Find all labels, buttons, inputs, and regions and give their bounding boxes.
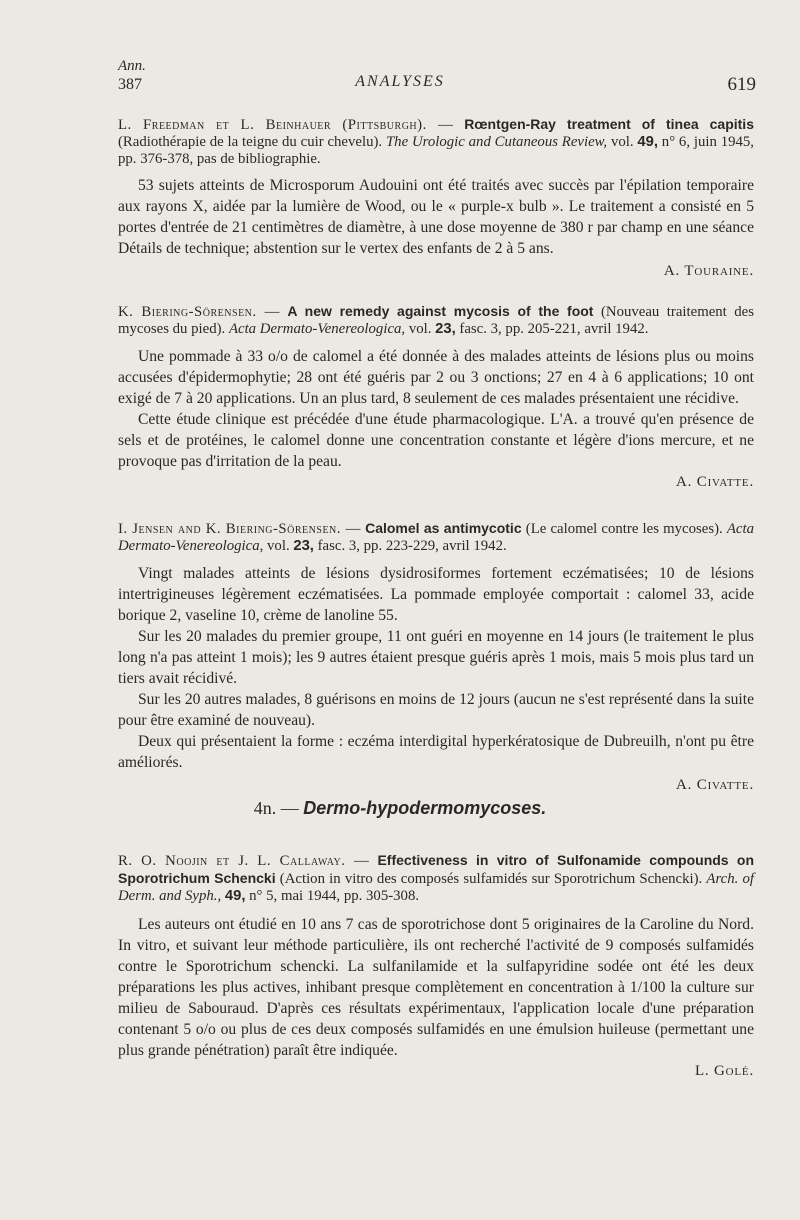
running-title: ANALYSES [355, 73, 445, 90]
entry-citation [118, 852, 754, 904]
entry-volume: 49, [224, 887, 246, 904]
entry-ref-prefix: vol. [610, 133, 634, 150]
header-volume-number: 387 [118, 76, 142, 93]
entry-citation [118, 303, 754, 338]
entry-reference: n° 5, mai 1944, pp. 305-308. [249, 887, 420, 904]
entry-translation: (Radiothérapie de la teigne du cuir chevelu). [118, 133, 383, 150]
entry-journal: Acta Dermato-Venereologica, [228, 320, 406, 337]
entry-ref-prefix: vol. [267, 537, 290, 554]
entry-paragraph: Les auteurs ont étudié en 10 ans 7 cas de sporotrichose dont 5 originaires de la Caroline du Nord. In vitro, et suivant leur méthode particulière, ils ont recherché l'activité de 9 composés sulfamidés contre le Sporotrichum schencki. La sulfanilamide et la sulfapyridine sodée ont été les deux préparations les plus actives, inhibant presque complètement en concentration à 1/100 la culture sur milieu de Sabouraud. D'après ces résultats expérimentaux, l'application locale d'une préparation contenant 5 o/o ou plus de ces deux composés sulfamidés en une émulsion huileuse (permettant une plus grande pénétration) paraît être indiquée. [118, 916, 754, 1060]
entry-citation [118, 520, 754, 555]
entry-journal: The Urologic and Cutaneous Review, [385, 133, 608, 150]
entry-volume: 23, [293, 537, 314, 554]
entry-paragraph: Sur les 20 autres malades, 8 guérisons en moins de 12 jours (aucun ne s'est représenté dans la suite pour être examiné de nouveau). [118, 690, 754, 729]
entry-journal: Arch. of Derm. and Syph., [118, 870, 755, 904]
entry-paragraph: Vingt malades atteints de lésions dysidrosiformes fortement eczématisées; 10 de lésions intertrigineuses légèrement eczématisées. La pommade employée comportait : calomel 33, acide borique 2, vaseline 10, crème de lanoline 55. [118, 564, 754, 624]
entry-paragraph: Deux qui présentaient la forme : eczéma interdigital hyperkératosique de Dubreuilh, n'ont pu être améliorés. [118, 732, 754, 771]
entry-authors: R. O. Noojin et J. L. Callaway. — [118, 853, 370, 869]
entry-volume: 23, [435, 320, 456, 337]
entry-authors: L. Freedman et L. Beinhauer (Pittsburgh). — [118, 117, 454, 133]
entry-translation: (Le calomel contre les mycoses). [525, 521, 723, 537]
entry-signature: L. Golé. [694, 1063, 754, 1080]
entry-signature: A. Touraine. [663, 263, 754, 280]
entry-signature: A. Civatte. [676, 473, 754, 490]
section-number: 4n. — [253, 798, 299, 818]
entry-authors: K. Biering-Sörensen. — [118, 304, 280, 320]
entry-translation: (Nouveau traitement des mycoses du pied). [118, 304, 754, 337]
entry-signature: A. Civatte. [676, 776, 754, 793]
entry-title: Effectiveness in vitro of Sulfonamide compounds on Sporotrichum Schencki [118, 852, 754, 886]
entry-translation: (Action in vitro des composés sulfamidés sur Sporotrichum Schencki). [279, 870, 703, 887]
entry-ref-prefix: vol. [408, 320, 432, 337]
abstract-entry [118, 520, 754, 794]
entry-title: Calomel as antimycotic [365, 520, 522, 536]
entry-authors: I. Jensen and K. Biering-Sörensen. — [118, 521, 361, 537]
page-number: 619 [727, 74, 756, 95]
entry-paragraph: Une pommade à 33 o/o de calomel a été donnée à des malades atteints de lésions plus ou moins accusées d'épidermophytie; 28 ont été guéris par 2 ou 3 onctions; 27 en 4 à 6 applications; 10 ont exigé de 7 à 20 applications. Un an plus tard, 8 seulement de ces malades présentaient une récidive. [118, 347, 754, 407]
entry-citation [118, 116, 754, 167]
entry-paragraph: Sur les 20 malades du premier groupe, 11 ont guéri en moyenne en 14 jours (le traitement le plus long n'a pas atteint 1 mois); les 9 autres étaient presque guéris après 1 mois, mais 5 mois plus tard un tiers avait récidivé. [118, 627, 754, 687]
abstract-entry [118, 852, 754, 1080]
entry-reference: fasc. 3, pp. 205-221, avril 1942. [459, 320, 649, 337]
entry-paragraph: Cette étude clinique est précédée d'une étude pharmacologique. L'A. a trouvé qu'en présence de sels et de protéines, le calomel donne une concentration constante et légère d'ions mercure, et ne provoque pas d'irritation de la peau. [118, 410, 754, 470]
entry-journal: Acta Dermato-Venereologica, [118, 521, 755, 554]
entry-volume: 49, [637, 133, 658, 150]
section-title: Dermo-hypodermomycoses. [303, 798, 547, 818]
abstract-entry [118, 303, 754, 491]
abstract-entry [118, 116, 754, 280]
entry-title: A new remedy against mycosis of the foot [287, 303, 594, 319]
header-annotation: Ann. [118, 58, 146, 74]
entry-paragraph: 53 sujets atteints de Microsporum Audouini ont été traités avec succès par l'épilation temporaire aux rayons X, aidée par la lumière de Wood, ou le « purple-x bulb ». Le traitement a consisté en 5 portes d'entrée de 21 centimètres de diamètre, à une dose moyenne de 380 r par champ en une séance Détails de technique; abstention sur le vertex des enfants de 2 à 5 ans. [118, 177, 754, 258]
entry-reference: fasc. 3, pp. 223-229, avril 1942. [317, 537, 507, 554]
section-heading [0, 798, 800, 819]
entry-title: Rœntgen-Ray treatment of tinea capitis [464, 116, 754, 132]
entry-reference: n° 6, juin 1945, pp. 376-378, pas de bibliographie. [118, 133, 754, 167]
